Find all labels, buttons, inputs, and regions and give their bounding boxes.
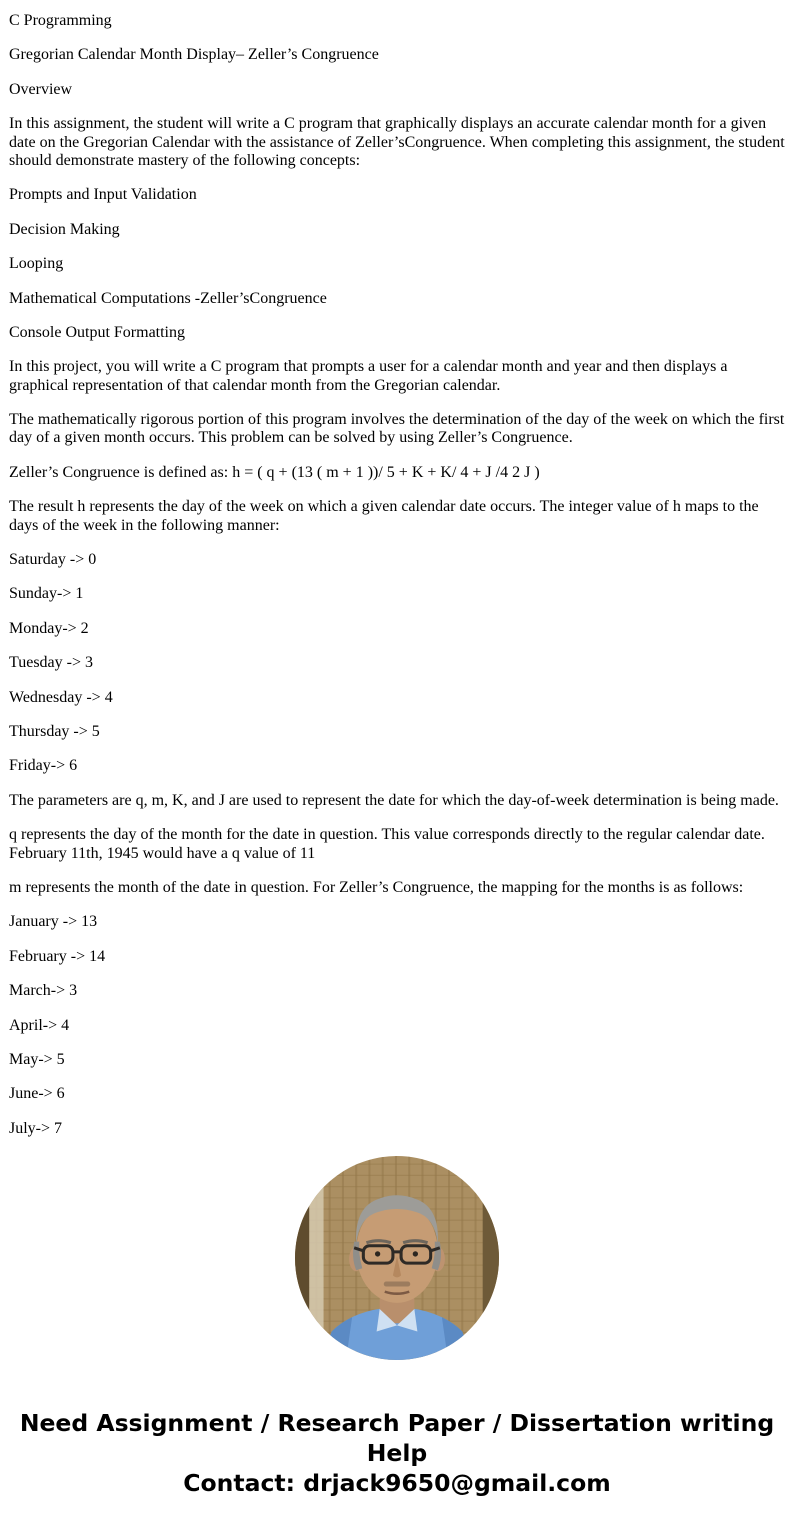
concept-item: Mathematical Computations -Zeller’sCongruence bbox=[9, 289, 327, 307]
month-mapping: May-> 5 bbox=[9, 1050, 65, 1068]
day-mapping: Thursday -> 5 bbox=[9, 722, 100, 740]
footer-banner bbox=[0, 1408, 794, 1518]
paragraph-math: The mathematically rigorous portion of this program involves the determination of the day of the week on which the first day of a given month occurs. This problem can be solved by using Zeller’s Congruence. bbox=[9, 411, 785, 447]
paragraph-parameters: The parameters are q, m, K, and J are used to represent the date for which the day-of-week determination is being made. bbox=[9, 791, 779, 809]
concept-item: Looping bbox=[9, 255, 64, 273]
portrait-illustration bbox=[295, 1156, 499, 1360]
overview-heading: Overview bbox=[9, 80, 73, 98]
paragraph-intro: In this assignment, the student will write a C program that graphically displays an accurate calendar month for a given date on the Gregorian Calendar with the assistance of Zeller’sCongruence. When completing this assignment, the student should demonstrate mastery of the following concepts: bbox=[9, 115, 785, 169]
person-portrait-photo bbox=[295, 1156, 499, 1360]
day-mapping: Sunday-> 1 bbox=[9, 585, 84, 603]
month-mapping: January -> 13 bbox=[9, 913, 98, 931]
portrait-circle-crop bbox=[295, 1156, 499, 1360]
month-mapping: July-> 7 bbox=[9, 1119, 63, 1137]
concept-item: Decision Making bbox=[9, 220, 120, 238]
footer-help-text: Need Assignment / Research Paper / Dissertation writing Help bbox=[19, 1409, 775, 1468]
paragraph-m: m represents the month of the date in question. For Zeller’s Congruence, the mapping for the months is as follows: bbox=[9, 878, 744, 896]
day-mapping: Tuesday -> 3 bbox=[9, 654, 93, 672]
concept-item: Prompts and Input Validation bbox=[9, 186, 197, 204]
month-mapping: February -> 14 bbox=[9, 947, 106, 965]
day-mapping: Friday-> 6 bbox=[9, 757, 78, 775]
footer-contact-email: Contact: drjack9650@gmail.com bbox=[183, 1469, 611, 1498]
concept-item: Console Output Formatting bbox=[9, 323, 185, 341]
paragraph-q: q represents the day of the month for the date in question. This value corresponds directly to the regular calendar date. February 11th, 1945 would have a q value of 11 bbox=[9, 826, 765, 862]
day-mapping: Monday-> 2 bbox=[9, 619, 89, 637]
month-mapping: April-> 4 bbox=[9, 1016, 70, 1034]
course-title: C Programming bbox=[9, 12, 112, 29]
day-mapping: Wednesday -> 4 bbox=[9, 688, 113, 706]
formula-line: Zeller’s Congruence is defined as: h = ( q + (13 ( m + 1 ))/ 5 + K + K/ 4 + J /4 2 J ) bbox=[9, 463, 540, 481]
paragraph-result: The result h represents the day of the week on which a given calendar date occurs. The integer value of h maps to the days of the week in the following manner: bbox=[9, 498, 759, 534]
month-mapping: June-> 6 bbox=[9, 1085, 65, 1103]
assignment-title: Gregorian Calendar Month Display– Zeller’s Congruence bbox=[9, 46, 379, 64]
month-mapping: March-> 3 bbox=[9, 982, 78, 1000]
day-mapping: Saturday -> 0 bbox=[9, 551, 97, 569]
paragraph-project: In this project, you will write a C program that prompts a user for a calendar month and year and then displays a graphical representation of that calendar month from the Gregorian calendar. bbox=[9, 358, 728, 394]
